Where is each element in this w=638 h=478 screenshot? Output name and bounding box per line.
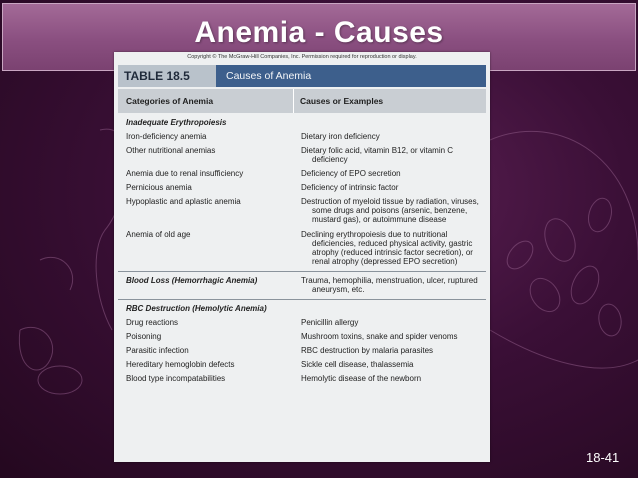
copyright-notice: Copyright © The McGraw-Hill Companies, Inc. Permission required for reproduction or display. — [187, 54, 417, 60]
category-cell: Pernicious anemia — [126, 183, 192, 192]
section-row — [118, 271, 486, 299]
table-row — [118, 183, 486, 192]
section-row — [118, 118, 486, 127]
table-row — [118, 197, 486, 224]
table-row — [118, 318, 486, 327]
cause-cell: Dietary folic acid, vitamin B12, or vitamin C deficiency — [301, 146, 454, 164]
cause-cell: Hemolytic disease of the newborn — [301, 374, 422, 383]
table-row — [118, 146, 486, 164]
table-row — [118, 346, 486, 355]
section-row — [118, 299, 486, 313]
table-caption: Causes of Anemia — [216, 65, 486, 87]
category-cell: Parasitic infection — [126, 346, 189, 355]
category-cell: Anemia due to renal insufficiency — [126, 169, 244, 178]
section-label: Blood Loss (Hemorrhagic Anemia) — [126, 276, 258, 285]
table-label: TABLE 18.5 — [118, 65, 216, 87]
cause-cell: Deficiency of intrinsic factor — [301, 183, 399, 192]
section-label: Inadequate Erythropoiesis — [126, 118, 227, 127]
slide-title: Anemia - Causes — [194, 16, 444, 49]
column-headers — [118, 89, 486, 113]
cause-cell: Trauma, hemophilia, menstruation, ulcer, ruptured aneurysm, etc. — [301, 276, 478, 294]
category-cell: Anemia of old age — [126, 230, 191, 239]
category-cell: Other nutritional anemias — [126, 146, 216, 155]
category-cell: Iron-deficiency anemia — [126, 132, 207, 141]
table-card — [114, 52, 490, 462]
category-cell: Poisoning — [126, 332, 162, 341]
category-cell: Drug reactions — [126, 318, 179, 327]
table-row — [118, 374, 486, 383]
category-cell: Blood type incompatabilities — [126, 374, 226, 383]
cause-cell: RBC destruction by malaria parasites — [301, 346, 434, 355]
table-row — [118, 169, 486, 178]
table-body — [118, 113, 486, 383]
column-header-categories: Categories of Anemia — [118, 89, 294, 113]
cause-cell: Mushroom toxins, snake and spider venoms — [301, 332, 458, 341]
table-header — [118, 65, 486, 87]
category-cell: Hypoplastic and aplastic anemia — [126, 197, 241, 206]
cause-cell: Declining erythropoiesis due to nutritional deficiencies, reduced physical activity, gastric atrophy (reduced intrinsic factor secretion), or renal atrophy (depressed EPO secretion) — [301, 230, 473, 266]
table-row — [118, 360, 486, 369]
table-row — [118, 230, 486, 266]
cause-cell: Penicillin allergy — [301, 318, 359, 327]
slide-number: 18-41 — [586, 450, 620, 465]
column-header-causes: Causes or Examples — [300, 96, 384, 106]
cause-cell: Destruction of myeloid tissue by radiation, viruses, some drugs and poisons (arsenic, benzene, mustard gas), or autoimmune disease — [301, 197, 479, 224]
cause-cell: Sickle cell disease, thalassemia — [301, 360, 414, 369]
table-row — [118, 332, 486, 341]
cause-cell: Deficiency of EPO secretion — [301, 169, 401, 178]
table-row — [118, 132, 486, 141]
cause-cell: Dietary iron deficiency — [301, 132, 380, 141]
section-label: RBC Destruction (Hemolytic Anemia) — [126, 304, 267, 313]
category-cell: Hereditary hemoglobin defects — [126, 360, 235, 369]
